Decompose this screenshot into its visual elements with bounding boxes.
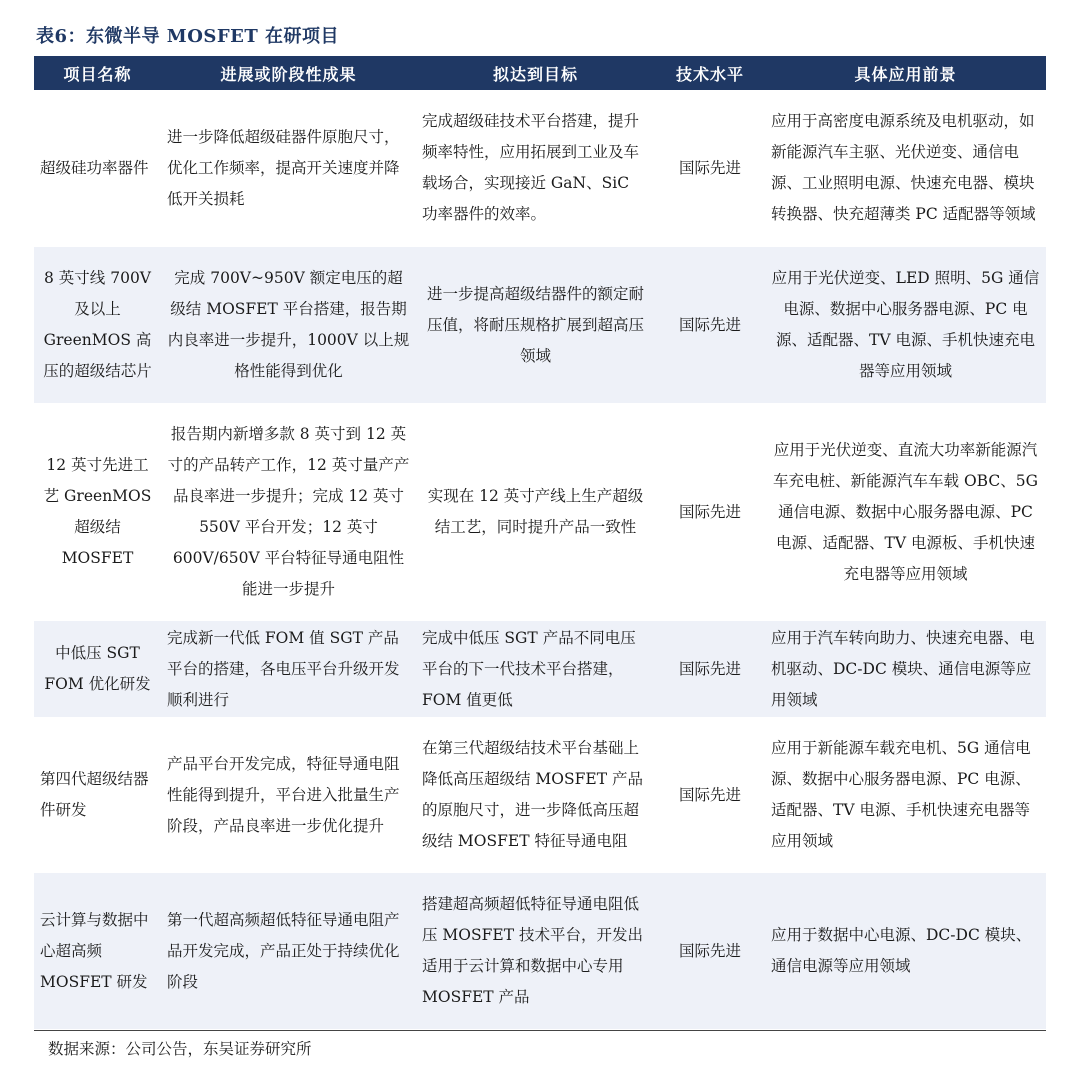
header-progress: 进展或阶段性成果 [220, 64, 357, 84]
header-tech-level: 技术水平 [675, 64, 744, 84]
cell-project-name: 中低压 SGT FOM 优化研发 [44, 644, 151, 693]
cell-goal: 完成中低压 SGT 产品不同电压平台的下一代技术平台搭建，FOM 值更低 [422, 628, 636, 709]
table-row [34, 621, 1046, 718]
cell-tech-level: 国际先进 [678, 158, 741, 177]
cell-application: 应用于新能源车载充电机、5G 通信电源、数据中心服务器电源、PC 电源、适配器、TV 电源、手机快速充电器等应用领域 [771, 739, 1031, 850]
table-row [34, 90, 1046, 247]
cell-tech-level: 国际先进 [678, 785, 741, 804]
cell-progress: 完成 700V~950V 额定电压的超级结 MOSFET 平台搭建，报告期内良率进一步提升，1000V 以上规格性能得到优化 [167, 269, 410, 380]
cell-project-name: 8 英寸线 700V 及以上 GreenMOS 高压的超级结芯片 [43, 269, 152, 380]
cell-progress: 产品平台开发完成，特征导通电阻性能得到提升，平台进入批量生产阶段，产品良率进一步优化提升 [167, 754, 400, 835]
table-bottom-rule [34, 1030, 1046, 1031]
table-title: 表6：东微半导 MOSFET 在研项目 [36, 26, 340, 47]
cell-project-name: 12 英寸先进工艺 GreenMOS 超级结 MOSFET [43, 456, 152, 567]
cell-goal: 搭建超高频超低特征导通电阻低压 MOSFET 技术平台，开发出适用于云计算和数据中心专用 MOSFET 产品 [422, 895, 643, 1006]
cell-application: 应用于光伏逆变、LED 照明、5G 通信电源、数据中心服务器电源、PC 电源、适配器、TV 电源、手机快速充电器等应用领域 [771, 269, 1040, 380]
cell-tech-level: 国际先进 [678, 659, 741, 678]
cell-progress: 第一代超高频超低特征导通电阻产品开发完成，产品正处于持续优化阶段 [167, 910, 400, 991]
table-header [34, 56, 1046, 90]
table-row [34, 404, 1046, 621]
cell-progress: 完成新一代低 FOM 值 SGT 产品平台的搭建，各电压平台升级开发顺利进行 [167, 628, 400, 709]
cell-goal: 实现在 12 英寸产线上生产超级结工艺，同时提升产品一致性 [427, 487, 644, 536]
cell-progress: 进一步降低超级硅器件原胞尺寸，优化工作频率，提高开关速度并降低开关损耗 [167, 127, 400, 208]
cell-goal: 进一步提高超级结器件的额定耐压值，将耐压规格扩展到超高压领域 [426, 284, 644, 365]
cell-project-name: 云计算与数据中心超高频 MOSFET 研发 [40, 910, 149, 991]
table-row [34, 873, 1046, 1030]
cell-application: 应用于高密度电源系统及电机驱动，如新能源汽车主驱、光伏逆变、通信电源、工业照明电源、快速充电器、模块转换器、快充超薄类 PC 适配器等领域 [771, 112, 1036, 223]
table-row [34, 718, 1046, 873]
cell-application: 应用于汽车转向助力、快速充电器、电机驱动、DC-DC 模块、通信电源等应用领域 [771, 628, 1035, 709]
header-goal: 拟达到目标 [492, 64, 578, 84]
cell-project-name: 超级硅功率器件 [40, 158, 149, 177]
cell-tech-level: 国际先进 [678, 315, 741, 334]
cell-goal: 在第三代超级结技术平台基础上降低高压超级结 MOSFET 产品的原胞尺寸，进一步降低高压超级结 MOSFET 特征导通电阻 [422, 739, 643, 850]
data-source-note: 数据来源：公司公告，东吴证券研究所 [48, 1040, 312, 1058]
projects-table [34, 56, 1046, 1031]
header-project-name: 项目名称 [63, 64, 132, 84]
table-row [34, 247, 1046, 404]
cell-tech-level: 国际先进 [678, 941, 741, 960]
cell-application: 应用于光伏逆变、直流大功率新能源汽车充电桩、新能源汽车车载 OBC、5G 通信电源、数据中心服务器电源、PC 电源、适配器、TV 电源板、手机快速充电器等应用领域 [773, 440, 1038, 583]
cell-goal: 完成超级硅技术平台搭建，提升频率特性，应用拓展到工业及车载场合，实现接近 GaN、SiC 功率器件的效率。 [422, 112, 640, 223]
cell-progress: 报告期内新增多款 8 英寸到 12 英寸的产品转产工作，12 英寸量产产品良率进一步提升；完成 12 英寸 550V 平台开发；12 英寸 600V/650V 平台特征导通电阻性能进一步提升 [167, 425, 410, 598]
header-application: 具体应用前景 [854, 64, 957, 84]
cell-application: 应用于数据中心电源、DC-DC 模块、通信电源等应用领域 [771, 926, 1032, 975]
cell-tech-level: 国际先进 [678, 502, 741, 521]
cell-project-name: 第四代超级结器件研发 [40, 770, 149, 819]
